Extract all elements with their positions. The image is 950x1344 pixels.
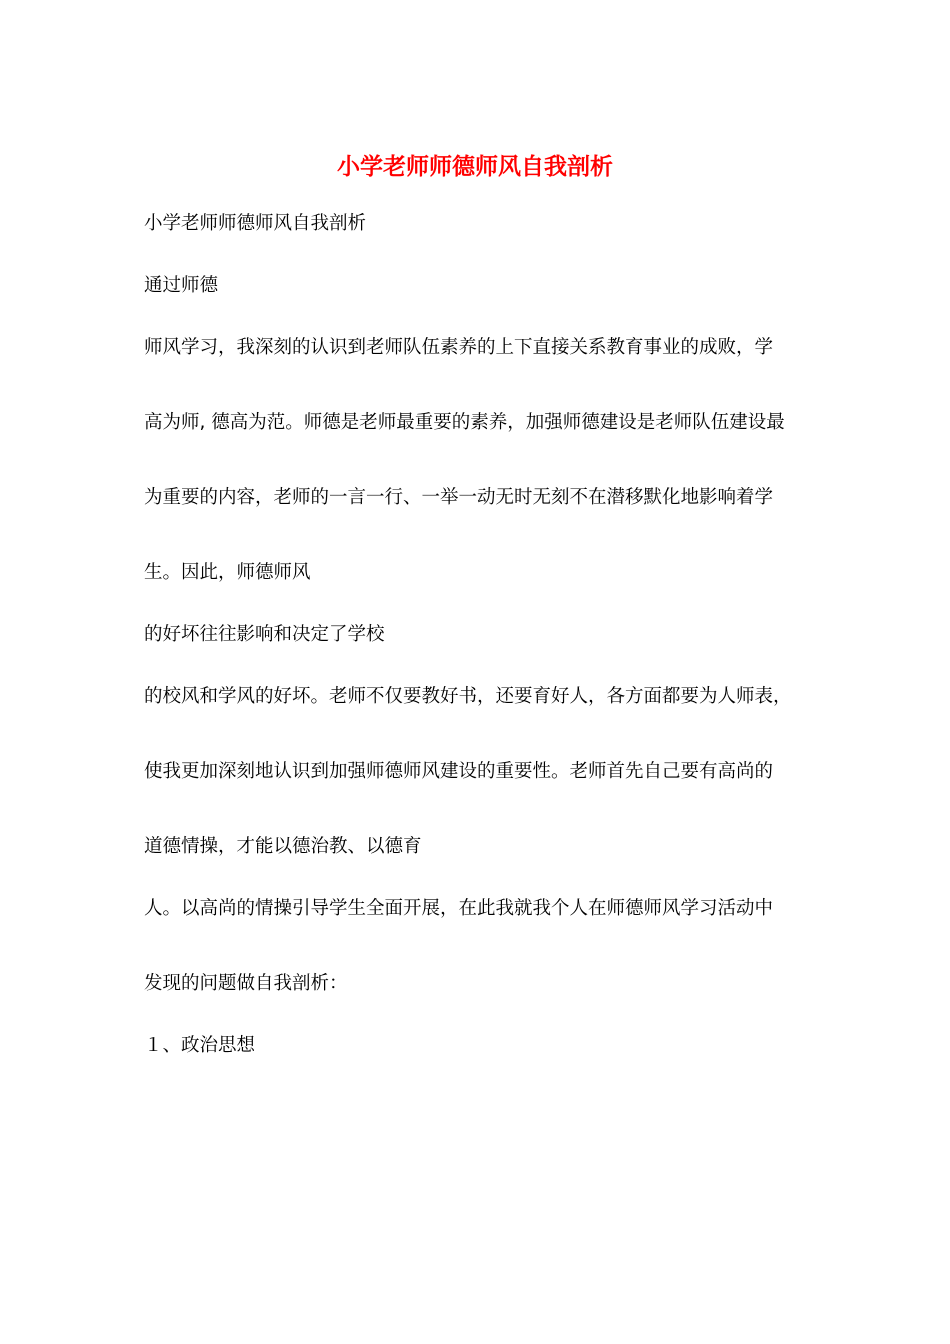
paragraph-line: 人。以高尚的情操引导学生全面开展，在此我就我个人在师德师风学习活动中 (144, 898, 774, 919)
paragraph-line: 生。因此，师德师风 (144, 562, 311, 583)
paragraph-line: 为重要的内容，老师的一言一行、一举一动无时无刻不在潜移默化地影响着学 (144, 487, 774, 508)
paragraph-line: 高为师, 德高为范。师德是老师最重要的素养，加强师德建设是老师队伍建设最 (144, 412, 785, 433)
paragraph-line: 的好坏往往影响和决定了学校 (144, 624, 385, 645)
document-title: 小学老师师德师风自我剖析 (337, 153, 613, 180)
section-heading: １、政治思想 (144, 1035, 256, 1056)
paragraph-line: 小学老师师德师风自我剖析 (144, 213, 367, 234)
paragraph-line: 师风学习，我深刻的认识到老师队伍素养的上下直接关系教育事业的成败，学 (144, 337, 774, 358)
paragraph-line: 道德情操，才能以德治教、以德育 (144, 836, 422, 857)
paragraph-line: 使我更加深刻地认识到加强师德师风建设的重要性。老师首先自己要有高尚的 (144, 761, 774, 782)
paragraph-line: 通过师德 (144, 275, 219, 296)
paragraph-line: 发现的问题做自我剖析： (144, 973, 348, 994)
paragraph-line: 的校风和学风的好坏。老师不仅要教好书，还要育好人，各方面都要为人师表， (144, 686, 792, 707)
